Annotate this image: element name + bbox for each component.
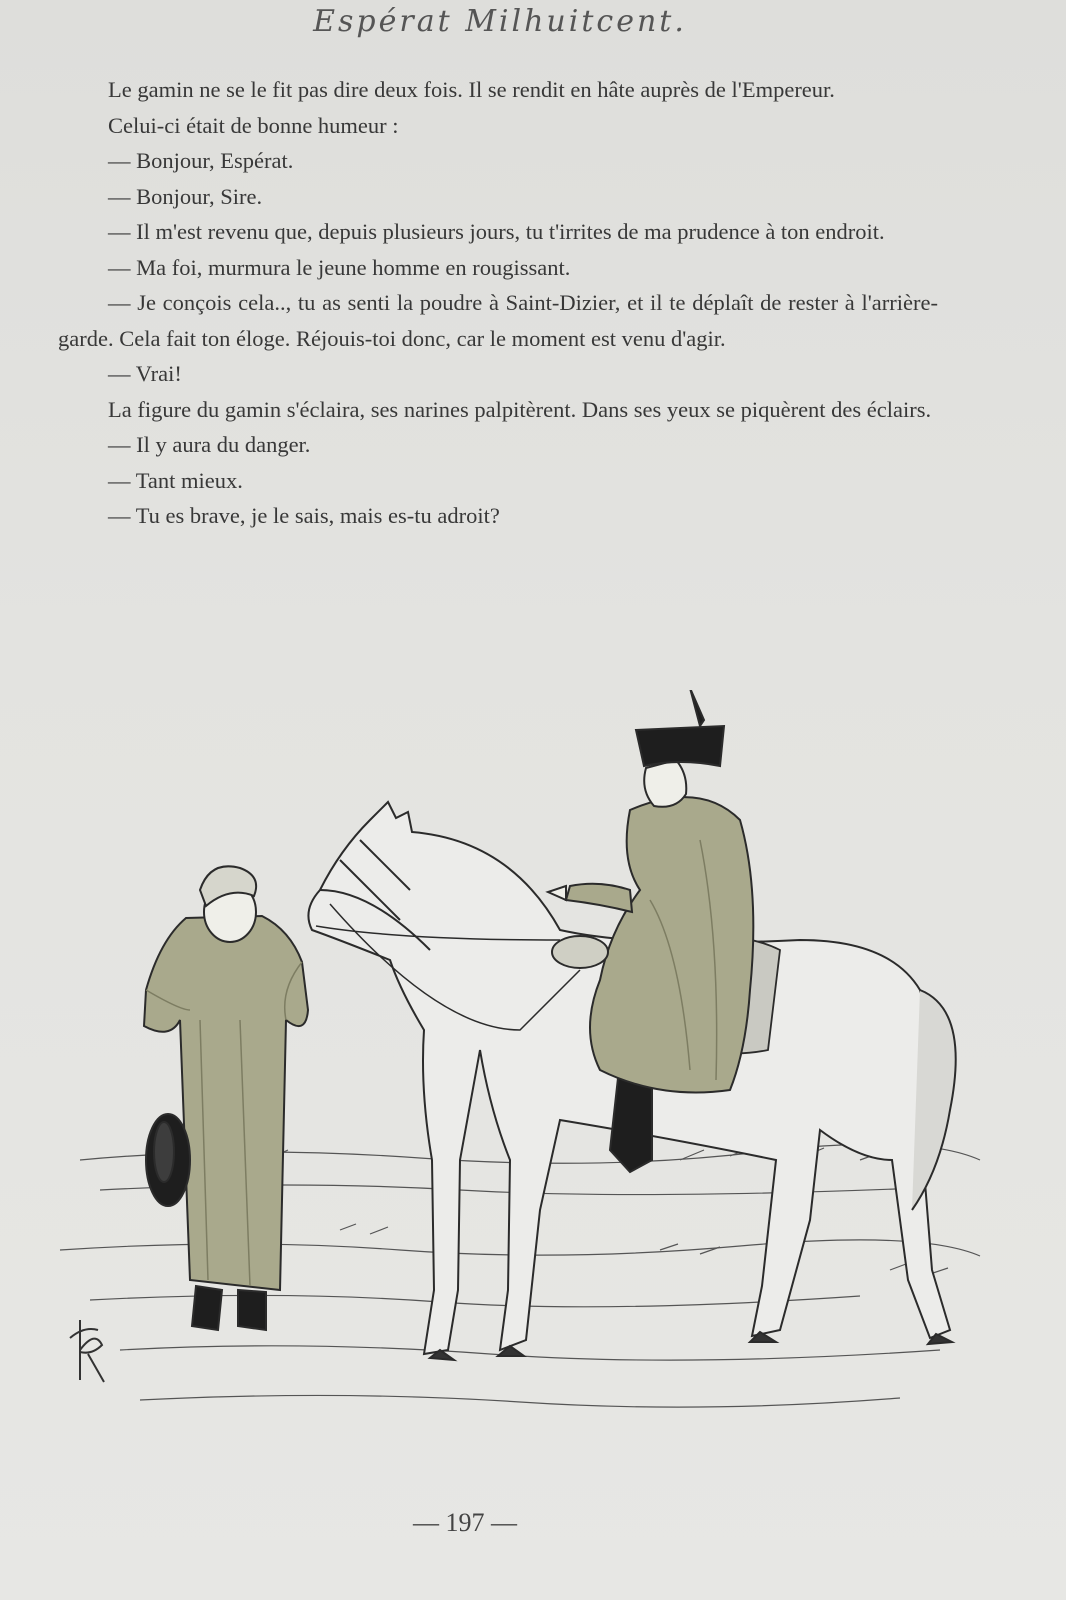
artist-monogram [70,1320,104,1382]
paragraph: — Tant mieux. [108,467,243,493]
running-head: Espérat Milhuitcent. [313,4,687,39]
paragraph: — Je conçois cela.., tu as senti la poudre à Saint-Dizier, et il te déplaît de rester à l'arrière-garde. Cela fait ton éloge. Réjouis-toi donc, car le moment est venu d'agir. [58,290,938,351]
engraving-illustration [40,690,1000,1470]
paragraph: Celui-ci était de bonne humeur : [108,112,399,138]
paragraph: — Il m'est revenu que, depuis plusieurs jours, tu t'irrites de ma prudence à ton endroit. [108,219,885,244]
page-number: — 197 — [413,1508,517,1537]
paragraph: Le gamin ne se le fit pas dire deux fois. Il se rendit en hâte auprès de l'Empereur. [108,77,835,102]
paragraph: — Bonjour, Espérat. [108,148,294,173]
paragraph: — Bonjour, Sire. [108,183,263,209]
boy-figure [144,866,308,1330]
illustration-svg [40,690,1000,1470]
paragraph: La figure du gamin s'éclaira, ses narines palpitèrent. Dans ses yeux se piquèrent des éclairs. [108,396,932,422]
paragraph: — Vrai! [108,361,182,386]
paragraph: — Il y aura du danger. [108,432,311,457]
paragraph: — Tu es brave, je le sais, mais es-tu adroit? [108,503,500,528]
body-text [58,72,938,534]
paragraph: — Ma foi, murmura le jeune homme en rougissant. [108,254,571,280]
